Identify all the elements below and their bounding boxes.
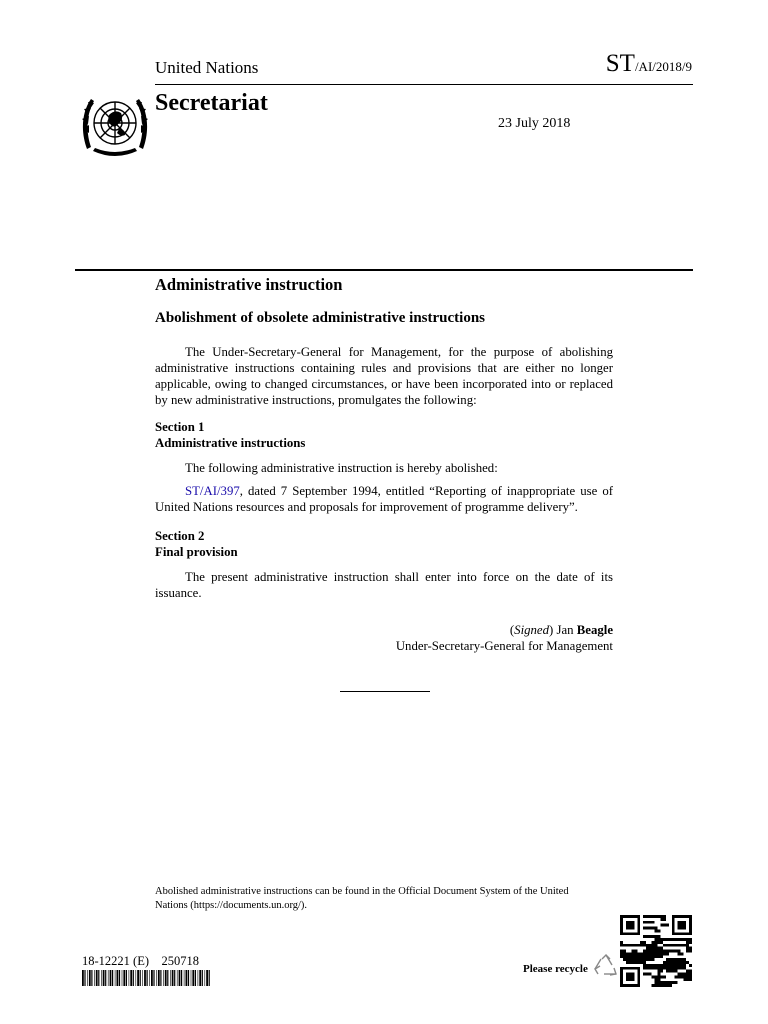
symbol-prefix: ST (605, 50, 635, 77)
recycle-label: Please recycle (523, 963, 588, 975)
section-1-item (155, 483, 613, 515)
barcode (82, 970, 210, 986)
section-2-title: Final provision (155, 545, 238, 559)
signatory-first-name: Jan (556, 623, 574, 637)
organization-name: United Nations (155, 58, 259, 77)
section-1-title: Administrative instructions (155, 436, 306, 450)
header-rule (155, 84, 693, 85)
symbol-suffix: /AI/2018/9 (634, 59, 692, 74)
document-number: 18-12221 (E) 250718 (82, 954, 199, 968)
secretariat-heading: Secretariat (155, 90, 268, 116)
section-2-number: Section 2 (155, 529, 205, 543)
title-rule (75, 269, 693, 271)
document-date: 23 July 2018 (498, 116, 571, 131)
document-symbol (606, 50, 692, 78)
footnote: Abolished administrative instructions can be found in the Official Document System of the United Nations (https://documents.un.org/). (155, 886, 569, 911)
st-ai-397-link[interactable]: ST/AI/397 (185, 484, 240, 498)
end-rule (340, 691, 430, 692)
intro-paragraph: The Under-Secretary-General for Management, for the purpose of abolishing administrative instructions containing rules and provisions that are either no longer applicable, owing to changed circumstances, or have been incorporated into or replaced by new administrative instructions, promulgates the following: (155, 345, 613, 407)
signature-line: (Signed) Jan Beagle (509, 623, 613, 637)
section-1-number: Section 1 (155, 420, 205, 434)
signatory-position: Under-Secretary-General for Management (395, 639, 613, 653)
section-2-text: The present administrative instruction shall enter into force on the date of its issuance. (155, 570, 613, 600)
qr-code (620, 915, 692, 987)
document-subtitle: Abolishment of obsolete administrative instructions (155, 310, 485, 326)
signatory-last-name: Beagle (576, 623, 613, 637)
section-1-text: The following administrative instruction is hereby abolished: (185, 461, 498, 475)
signed-label: Signed (514, 623, 550, 637)
document-title: Administrative instruction (155, 275, 343, 294)
section-1-item-text: , dated 7 September 1994, entitled “Reporting of inappropriate use of United Nations resources and proposals for improvement of programme delivery”. (155, 484, 613, 514)
un-emblem-icon (79, 89, 151, 157)
recycle-icon (593, 953, 619, 979)
